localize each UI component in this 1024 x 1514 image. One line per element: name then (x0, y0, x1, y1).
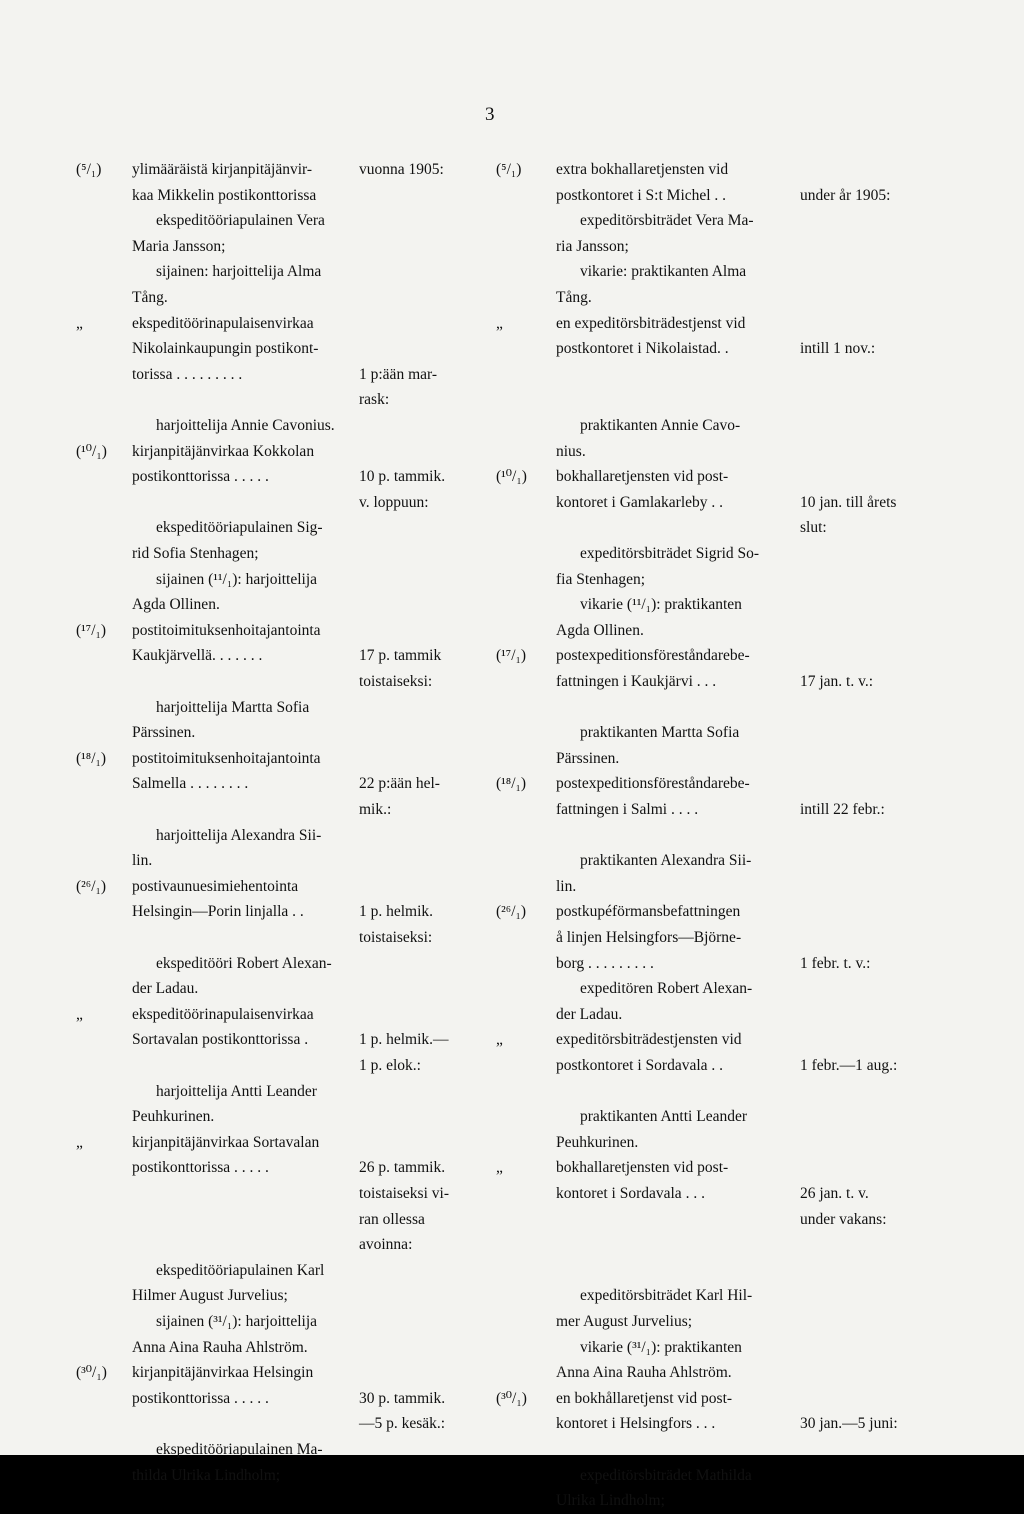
text-line: postikonttorissa . . . . . (132, 468, 269, 486)
period-line: rask: (359, 391, 390, 409)
period-line (800, 1386, 920, 1412)
period-line (800, 771, 920, 797)
text-line: bokhallaretjensten vid post- (556, 1159, 729, 1177)
entry-date: (¹⁰/₁) (76, 442, 107, 460)
text-line (132, 797, 347, 823)
text-line (132, 925, 347, 951)
text-line: Peuhkurinen. (132, 1108, 215, 1126)
text-line: expeditörsbiträdet Sigrid So- (580, 544, 760, 562)
entry-period (800, 464, 920, 541)
period-line: intill 22 febr.: (800, 800, 885, 818)
text-line: vikarie (³¹/₁): praktikanten (580, 1338, 742, 1356)
text-line (132, 1181, 347, 1207)
period-line (359, 618, 479, 644)
text-line: harjoittelija Alexandra Sii- (156, 826, 322, 844)
text-line (556, 823, 786, 849)
entry-date: (³⁰/₁) (76, 1364, 107, 1382)
text-line (556, 1232, 786, 1258)
swedish-entry (496, 311, 1016, 465)
period-line (800, 464, 920, 490)
text-line (132, 1207, 347, 1233)
text-line: Agda Ollinen. (132, 596, 220, 614)
entry-date: (⁵/₁) (76, 161, 102, 178)
period-line (800, 157, 920, 183)
swedish-entry (496, 1386, 1016, 1514)
text-line: vikarie (¹¹/₁): praktikanten (580, 596, 742, 614)
text-line: Helsingin—Porin linjalla . . (132, 903, 304, 921)
text-line: Hilmer August Jurvelius; (132, 1287, 288, 1305)
entry-text (132, 311, 347, 439)
period-line: 10 p. tammik. (359, 468, 446, 486)
period-line (359, 311, 479, 337)
text-line: expeditörsbiträdet Karl Hil- (580, 1287, 753, 1305)
text-line: postkupéförmansbefattningen (556, 903, 741, 921)
text-line: expeditörsbiträdestjensten vid (556, 1031, 742, 1049)
period-line (800, 1027, 920, 1053)
text-line: fia Stenhagen; (556, 570, 646, 588)
period-line: 17 jan. t. v.: (800, 672, 874, 690)
entry-date: „ (496, 1031, 503, 1049)
text-line: praktikanten Annie Cavo- (580, 416, 741, 434)
swedish-entry (496, 899, 1016, 1027)
text-line: thilda Ulrika Lindholm; (132, 1466, 281, 1484)
text-line: postivaunuesimiehentointa (132, 877, 299, 895)
text-line (132, 490, 347, 516)
text-line (556, 515, 786, 541)
text-line: praktikanten Martta Sofia (580, 724, 740, 742)
entry-text (556, 464, 786, 643)
period-line: 1 febr.—1 aug.: (800, 1056, 898, 1074)
period-line: under vakans: (800, 1210, 887, 1228)
entry-text (132, 1002, 347, 1130)
text-line (132, 387, 347, 413)
text-line: expeditörsbiträdet Mathilda (580, 1466, 752, 1484)
text-line: ria Jansson; (556, 237, 629, 255)
entry-period (800, 311, 920, 362)
text-line (132, 1232, 347, 1258)
finnish-entry (76, 1002, 496, 1130)
text-line: der Ladau. (556, 1005, 623, 1023)
text-line: ekspeditööriapulainen Vera (156, 212, 325, 230)
period-line (359, 1130, 479, 1156)
entry-period (800, 1027, 920, 1078)
entry-date: „ (496, 1159, 503, 1177)
text-line (556, 1437, 786, 1463)
entry-period (359, 439, 479, 516)
period-line: mik.: (359, 800, 392, 818)
text-line (556, 362, 786, 388)
entry-text (132, 746, 347, 874)
entry-text (556, 1386, 786, 1514)
text-line: der Ladau. (132, 980, 199, 998)
entry-date: (¹⁸/₁) (496, 775, 527, 793)
text-line: ekspeditöörinapulaisenvirkaa (132, 314, 314, 332)
finnish-entry (76, 618, 496, 746)
entry-date: „ (496, 314, 503, 332)
text-line: bokhallaretjensten vid post- (556, 468, 729, 486)
period-line: 26 jan. t. v. (800, 1184, 869, 1202)
text-line: kontoret i Sordavala . . . (556, 1184, 705, 1202)
text-line: postkontoret i Sordavala . . (556, 1056, 724, 1074)
period-line (359, 874, 479, 900)
text-line: kontoret i Helsingfors . . . (556, 1415, 716, 1433)
text-line: lin. (556, 877, 577, 895)
text-line: kirjanpitäjänvirkaa Kokkolan (132, 442, 315, 460)
period-line: 26 p. tammik. (359, 1159, 446, 1177)
swedish-entry (496, 643, 1016, 771)
swedish-entry (496, 157, 1016, 311)
text-line: ekspeditööriapulainen Ma- (156, 1440, 323, 1458)
entry-date: (²⁶/₁) (76, 877, 107, 895)
entry-date: (³⁰/₁) (496, 1389, 527, 1407)
text-line: kirjanpitäjänvirkaa Sortavalan (132, 1133, 320, 1151)
text-line: Maria Jansson; (132, 237, 226, 255)
text-line: Anna Aina Rauha Ahlström. (556, 1364, 732, 1382)
entry-period (800, 643, 920, 694)
finnish-entry (76, 874, 496, 1002)
text-line: Kaukjärvellä. . . . . . . (132, 647, 263, 665)
entry-date: „ (76, 1133, 83, 1151)
text-line: Sortavalan postikonttorissa . (132, 1031, 309, 1049)
text-line (132, 669, 347, 695)
text-line (132, 1053, 347, 1079)
text-line: rid Sofia Stenhagen; (132, 544, 259, 562)
text-line: expeditören Robert Alexan- (580, 980, 753, 998)
text-line: postitoimituksenhoitajantointa (132, 749, 321, 767)
period-line (359, 1002, 479, 1028)
entry-text (556, 311, 786, 465)
text-line: vikarie: praktikanten Alma (580, 263, 747, 281)
text-line: fattningen i Salmi . . . . (556, 800, 699, 818)
text-line: praktikanten Antti Leander (580, 1108, 747, 1126)
entry-period (800, 157, 920, 208)
text-line: Nikolainkaupungin postikont- (132, 340, 319, 358)
text-line: sijainen (³¹/₁): harjoittelija (156, 1312, 318, 1330)
text-line (556, 1207, 786, 1233)
period-line (359, 336, 479, 362)
entry-period (359, 1002, 479, 1079)
period-line: avoinna: (359, 1236, 413, 1254)
period-line: 30 jan.—5 juni: (800, 1415, 898, 1433)
entry-text (132, 1130, 347, 1360)
text-line: Ulrika Lindholm; (556, 1492, 665, 1510)
text-line: ekspeditöörinapulaisenvirkaa (132, 1005, 314, 1023)
finnish-entry (76, 1360, 496, 1488)
text-line: mer August Jurvelius; (556, 1312, 693, 1330)
period-line: 1 febr. t. v.: (800, 954, 871, 972)
period-line: toistaiseksi: (359, 928, 433, 946)
period-line (800, 311, 920, 337)
entry-date: (¹⁷/₁) (76, 621, 107, 639)
period-line: v. loppuun: (359, 493, 429, 511)
text-line: borg . . . . . . . . . (556, 954, 654, 972)
entry-text (556, 899, 786, 1027)
text-line: postitoimituksenhoitajantointa (132, 621, 321, 639)
period-line: under år 1905: (800, 186, 891, 204)
entry-period (800, 899, 920, 976)
entry-period (359, 874, 479, 951)
period-line: toistaiseksi vi- (359, 1184, 449, 1202)
text-line: postkontoret i S:t Michel . . (556, 186, 727, 204)
entry-period (359, 1360, 479, 1437)
entry-date: „ (76, 314, 83, 332)
entry-period (359, 1130, 479, 1258)
text-line: en bokhållaretjenst vid post- (556, 1389, 733, 1407)
entry-period (800, 771, 920, 822)
entry-text (556, 643, 786, 771)
entry-date: (¹⁰/₁) (496, 468, 527, 486)
finnish-entry (76, 311, 496, 439)
entry-period (800, 1386, 920, 1437)
text-line: ekspeditööriapulainen Sig- (156, 519, 323, 537)
text-line (556, 1079, 786, 1105)
text-line: fattningen i Kaukjärvi . . . (556, 672, 717, 690)
text-line: ekspeditööriapulainen Karl (156, 1261, 325, 1279)
text-line: nius. (556, 442, 586, 460)
entry-date: „ (76, 1005, 83, 1023)
text-line: Tång. (556, 288, 592, 306)
text-line: postkontoret i Nikolaistad. . (556, 340, 729, 358)
entry-text (556, 771, 786, 899)
text-line: lin. (132, 852, 153, 870)
entry-text (132, 157, 347, 311)
text-line: ekspeditööri Robert Alexan- (156, 954, 332, 972)
swedish-entry (496, 1155, 1016, 1385)
text-line: harjoittelija Antti Leander (156, 1082, 317, 1100)
entry-period (359, 746, 479, 823)
text-line: expeditörsbiträdet Vera Ma- (580, 212, 754, 230)
finnish-entry (76, 439, 496, 618)
text-line: kaa Mikkelin postikonttorissa (132, 186, 317, 204)
finnish-entry (76, 746, 496, 874)
period-line: 17 p. tammik (359, 647, 442, 665)
entry-text (556, 157, 786, 311)
period-line: —5 p. kesäk.: (359, 1415, 446, 1433)
period-line: vuonna 1905: (359, 161, 444, 178)
period-line: 1 p. helmik. (359, 903, 434, 921)
text-line: kirjanpitäjänvirkaa Helsingin (132, 1364, 314, 1382)
text-line: sijainen: harjoittelija Alma (156, 263, 322, 281)
period-line: toistaiseksi: (359, 672, 433, 690)
period-line: ran ollessa (359, 1210, 425, 1228)
period-line (800, 643, 920, 669)
entry-text (556, 1027, 786, 1155)
text-line: Peuhkurinen. (556, 1133, 639, 1151)
text-line: postexpeditionsföreståndarebe- (556, 647, 750, 665)
text-line: en expeditörsbiträdestjenst vid (556, 314, 746, 332)
period-line: 1 p. helmik.— (359, 1031, 449, 1049)
entry-date: (²⁶/₁) (496, 903, 527, 921)
entry-period (359, 618, 479, 695)
period-line (359, 746, 479, 772)
page-number: 3 (485, 104, 495, 125)
text-line: postikonttorissa . . . . . (132, 1389, 269, 1407)
text-line: extra bokhallaretjensten vid (556, 161, 729, 178)
text-line (556, 1258, 786, 1284)
swedish-entry (496, 1027, 1016, 1155)
entry-date: (¹⁷/₁) (496, 647, 527, 665)
text-line: harjoittelija Annie Cavonius. (156, 416, 335, 434)
period-line: 1 p. elok.: (359, 1056, 421, 1074)
text-line: praktikanten Alexandra Sii- (580, 852, 752, 870)
text-line (556, 695, 786, 721)
entry-date: (⁵/₁) (496, 161, 522, 178)
period-line (800, 899, 920, 925)
entry-text (132, 1360, 347, 1488)
period-line (800, 925, 920, 951)
text-line: postexpeditionsföreståndarebe- (556, 775, 750, 793)
period-line (359, 439, 479, 465)
entry-date: (¹⁸/₁) (76, 749, 107, 767)
period-line: 1 p:ään mar- (359, 365, 438, 383)
entry-text (132, 618, 347, 746)
text-line: harjoittelija Martta Sofia (156, 698, 310, 716)
text-line (132, 1411, 347, 1437)
entry-text (132, 874, 347, 1002)
text-line: ylimääräistä kirjanpitäjänvir- (132, 161, 313, 178)
finnish-entry (76, 1130, 496, 1360)
finnish-entry (76, 157, 496, 311)
period-line: 30 p. tammik. (359, 1389, 446, 1407)
swedish-entry (496, 771, 1016, 899)
swedish-entry (496, 464, 1016, 643)
entry-text (132, 439, 347, 618)
text-line: Agda Ollinen. (556, 621, 644, 639)
text-line: Pärssinen. (556, 749, 620, 767)
text-line: sijainen (¹¹/₁): harjoittelija (156, 570, 318, 588)
period-line: slut: (800, 519, 827, 537)
text-line: Anna Aina Rauha Ahlström. (132, 1338, 308, 1356)
text-line: å linjen Helsingfors—Björne- (556, 928, 742, 946)
text-line: kontoret i Gamlakarleby . . (556, 493, 724, 511)
period-line: intill 1 nov.: (800, 340, 876, 358)
entry-text (556, 1155, 786, 1385)
text-line: postikonttorissa . . . . . (132, 1159, 269, 1177)
text-line: Tång. (132, 288, 168, 306)
period-line (359, 1360, 479, 1386)
text-line (556, 387, 786, 413)
period-line: 10 jan. till årets (800, 493, 897, 511)
text-line: Salmella . . . . . . . . (132, 775, 249, 793)
entry-period (359, 157, 479, 183)
period-line: 22 p:ään hel- (359, 775, 440, 793)
period-line (800, 1155, 920, 1181)
text-line: Pärssinen. (132, 724, 196, 742)
entry-period (359, 311, 479, 413)
entry-period (800, 1155, 920, 1232)
text-line: torissa . . . . . . . . . (132, 365, 243, 383)
